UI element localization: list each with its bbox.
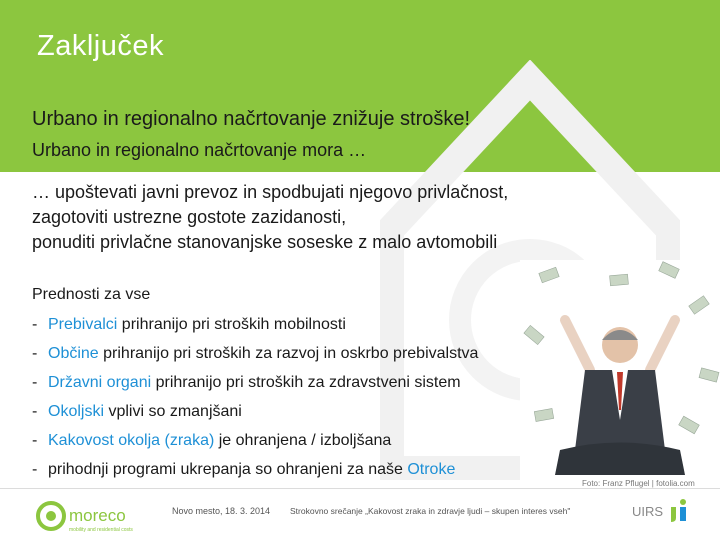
body-line: ponuditi privlačne stanovanjske soseske z malo avtomobili	[32, 232, 498, 252]
body-line: … upoštevati javni prevoz in spodbujati njegovo privlačnost,	[32, 182, 509, 202]
list-item: - prihodnji programi ukrepanja so ohranjeni za naše Otroke	[32, 461, 456, 478]
list-item: - Okoljski vplivi so zmanjšani	[32, 403, 242, 420]
body-line: zagotoviti ustrezne gostote zazidanosti,	[32, 207, 347, 227]
headline: Urbano in regionalno načrtovanje znižuje stroške!	[32, 108, 471, 130]
bullet-text: je ohranjena / izboljšana	[214, 432, 392, 449]
footer-divider	[0, 488, 720, 489]
subline: Urbano in regionalno načrtovanje mora …	[32, 140, 367, 160]
list-item: - Državni organi prihranijo pri stroških za zdravstveni sistem	[32, 374, 461, 391]
highlight-term: Prebivalci	[48, 316, 118, 333]
highlight-term: Državni organi	[48, 374, 152, 391]
highlight-term: Okoljski	[48, 403, 105, 420]
photo-credit: Foto: Franz Pflugel | fotolia.com	[582, 479, 695, 488]
bullet-text: vplivi so zmanjšani	[104, 403, 242, 420]
bullet-text: prihranijo pri stroških za razvoj in oskrbo prebivalstva	[98, 345, 479, 362]
bullet-text: prihodnji programi ukrepanja so ohranjeni za naše	[48, 461, 408, 478]
slide-title: Zaključek	[37, 30, 164, 62]
footer-event: Strokovno srečanje „Kakovost zraka in zdravje ljudi – skupen interes vseh"	[290, 506, 571, 516]
body-lines	[32, 180, 508, 255]
logo-tagline: mobility and residential costs	[69, 527, 133, 533]
list-item: - Kakovost okolja (zraka) je ohranjena / izboljšana	[32, 432, 392, 449]
businessman-photo	[520, 260, 720, 490]
list-item: - Prebivalci prihranijo pri stroških mobilnosti	[32, 316, 346, 333]
bullet-text: prihranijo pri stroških mobilnosti	[117, 316, 346, 333]
bullet-list	[32, 314, 478, 488]
footer-date: Novo mesto, 18. 3. 2014	[172, 506, 271, 516]
prednosti-heading: Prednosti za vse	[32, 286, 151, 303]
highlight-term: Občine	[48, 345, 99, 362]
moreco-logo	[36, 500, 156, 534]
logo-text: moreco	[69, 506, 126, 525]
footer-org: UIRS	[632, 504, 664, 519]
list-item: - Občine prihranijo pri stroških za razvoj in oskrbo prebivalstva	[32, 345, 479, 362]
highlight-term: Kakovost okolja (zraka)	[48, 432, 215, 449]
uirs-logo-icon	[668, 498, 690, 524]
highlight-term: Otroke	[407, 461, 456, 478]
bullet-text: prihranijo pri stroških za zdravstveni sistem	[151, 374, 461, 391]
